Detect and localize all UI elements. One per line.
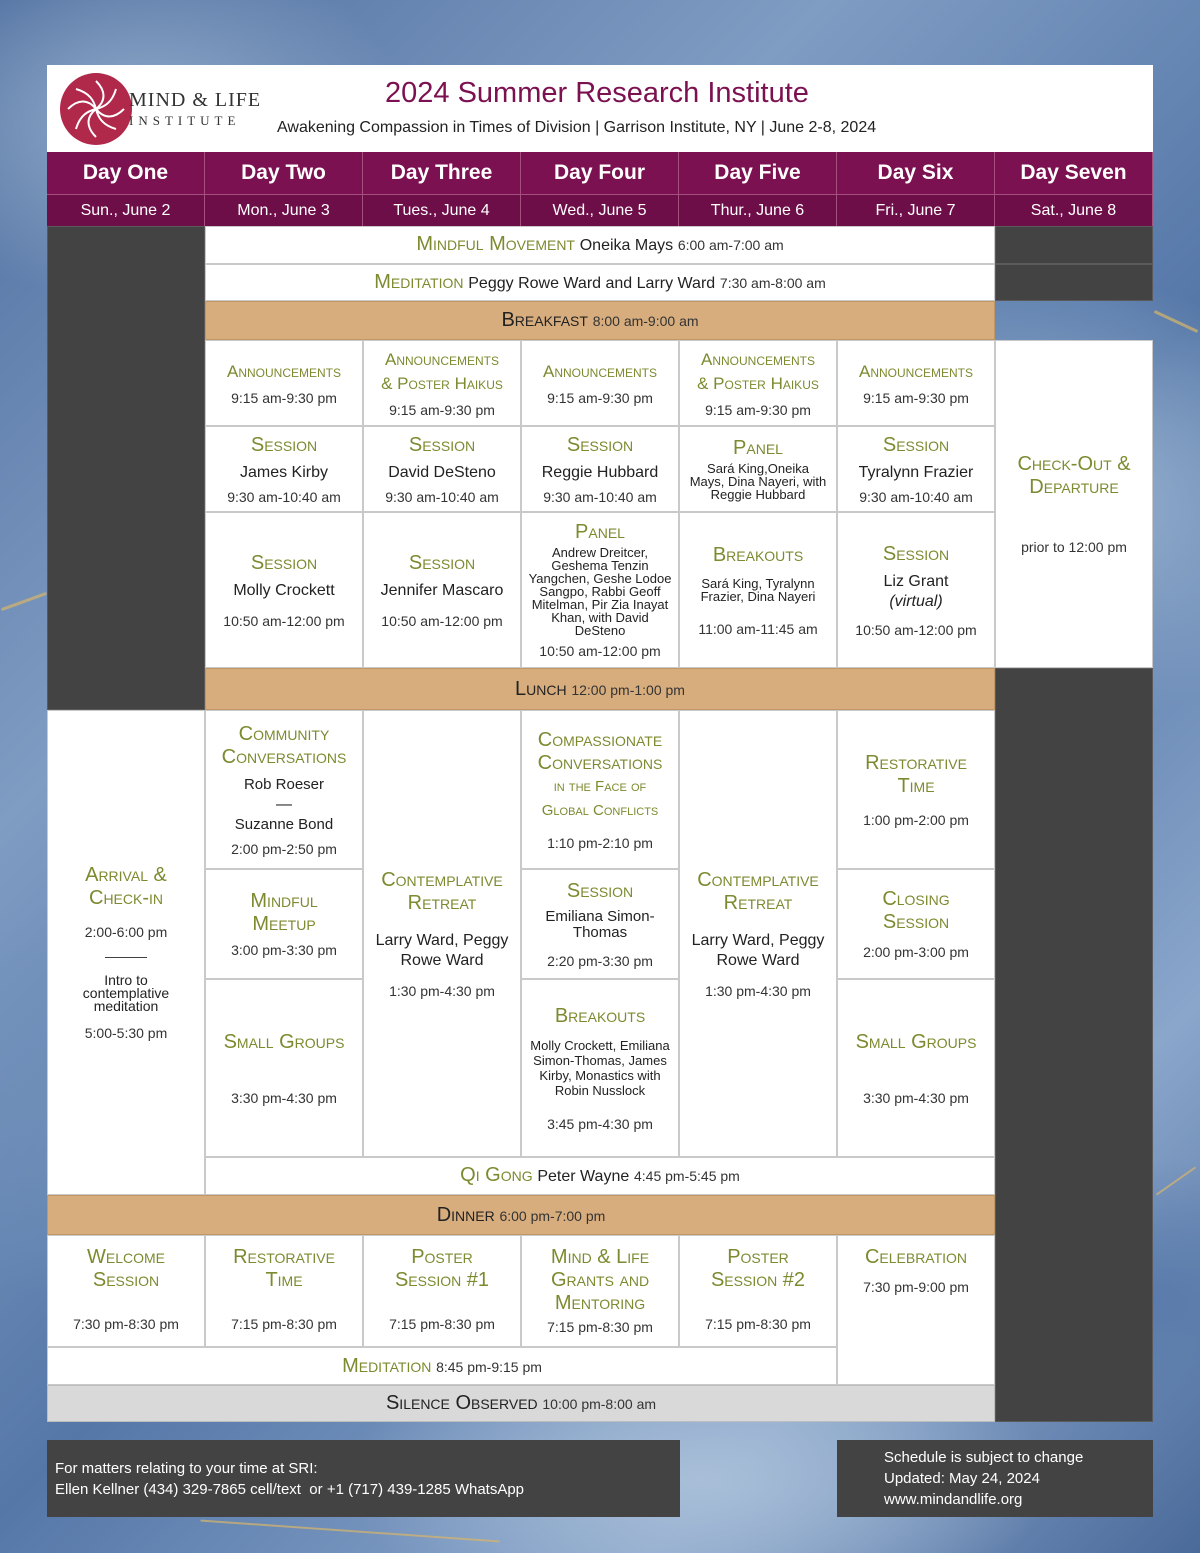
event-title: Dinner bbox=[436, 1203, 495, 1226]
event-time: 9:30 am-10:40 am bbox=[227, 488, 341, 505]
event-time: 9:30 am-10:40 am bbox=[543, 488, 657, 505]
d6-celebration bbox=[837, 1235, 995, 1385]
cell-text: Day One bbox=[82, 161, 169, 184]
event-presenter: Suzanne Bond bbox=[234, 815, 334, 833]
page-title: 2024 Summer Research Institute bbox=[385, 77, 809, 109]
unscheduled-block bbox=[995, 264, 1153, 301]
event-presenter: Emiliana Simon-Thomas bbox=[545, 907, 655, 941]
event-title: Retreat bbox=[407, 891, 477, 914]
event-time: 7:15 pm-8:30 pm bbox=[231, 1316, 337, 1332]
event-time: 7:15 pm-8:30 pm bbox=[547, 1319, 653, 1335]
event-time: 10:00 pm-8:00 am bbox=[542, 1396, 657, 1412]
band-line bbox=[437, 1198, 606, 1233]
event-presenter: Rob Roeser bbox=[243, 775, 325, 793]
d4-session-1 bbox=[521, 426, 679, 512]
header bbox=[47, 65, 1153, 152]
event-title: Session #2 bbox=[710, 1269, 806, 1291]
event-title: Restorative bbox=[865, 751, 967, 774]
event-title: Session #1 bbox=[394, 1269, 490, 1291]
event-title: Session bbox=[566, 879, 634, 902]
d3-poster-session-1 bbox=[363, 1235, 521, 1347]
event-title: Silence Observed bbox=[385, 1392, 538, 1414]
d3-announcements bbox=[363, 340, 521, 426]
event-title: Session bbox=[92, 1269, 160, 1291]
d6-closing-session bbox=[837, 869, 995, 979]
event-time: 3:30 pm-4:30 pm bbox=[231, 1089, 337, 1106]
event-time: 12:00 pm-1:00 pm bbox=[571, 681, 685, 698]
event-title: Meditation bbox=[374, 270, 464, 293]
d6-session-1 bbox=[837, 426, 995, 512]
band-dinner bbox=[47, 1195, 995, 1235]
footer-change-notice: Schedule is subject to change bbox=[884, 1449, 1084, 1466]
d6-session-2 bbox=[837, 512, 995, 668]
event-time: 2:20 pm-3:30 pm bbox=[547, 952, 653, 969]
event-title: Session bbox=[882, 542, 950, 565]
event-time: 2:00-6:00 pm bbox=[84, 924, 168, 940]
d2-restorative-time bbox=[205, 1235, 363, 1347]
event-title: Session bbox=[250, 433, 318, 456]
event-time: 5:00-5:30 pm bbox=[84, 1025, 168, 1041]
event-title: Check-in bbox=[89, 887, 163, 909]
cell-text: Sat., June 8 bbox=[1030, 201, 1117, 219]
event-title: Time bbox=[265, 1269, 303, 1291]
band-line bbox=[515, 672, 685, 707]
event-title: Announcements bbox=[700, 350, 815, 369]
d2-small-groups bbox=[205, 979, 363, 1157]
day-date-2 bbox=[205, 194, 363, 226]
event-time: 2:00 pm-3:00 pm bbox=[863, 944, 969, 960]
event-title: Contemplative bbox=[697, 868, 819, 891]
day-header-1 bbox=[47, 152, 205, 194]
event-title: Conversations bbox=[537, 751, 663, 774]
event-title: Closing bbox=[882, 888, 950, 910]
event-time: 7:30 pm-9:00 pm bbox=[863, 1279, 969, 1295]
event-title: Announcements bbox=[384, 350, 499, 369]
gold-vein bbox=[200, 1520, 499, 1543]
event-title: Qi Gong bbox=[460, 1164, 533, 1186]
d5-announcements bbox=[679, 340, 837, 426]
band-line bbox=[374, 265, 826, 301]
event-title: Celebration bbox=[864, 1246, 968, 1268]
footer-updated: Updated: May 24, 2024 bbox=[884, 1470, 1040, 1487]
event-time: 10:50 am-12:00 pm bbox=[539, 643, 661, 659]
band-line bbox=[501, 303, 698, 338]
event-title: Mentoring bbox=[554, 1292, 646, 1314]
event-time: 10:50 am-12:00 pm bbox=[855, 621, 977, 638]
event-time: 8:45 pm-9:15 pm bbox=[436, 1358, 542, 1375]
page-subtitle: Awakening Compassion in Times of Division | Garrison Institute, NY | June 2-8, 2024 bbox=[277, 119, 877, 136]
day-header-4 bbox=[521, 152, 679, 194]
event-title: Compassionate bbox=[537, 728, 663, 751]
band-qigong bbox=[205, 1157, 995, 1195]
event-time: 1:00 pm-2:00 pm bbox=[863, 811, 969, 828]
band-meditation-pm bbox=[47, 1347, 837, 1385]
d4-panel bbox=[521, 512, 679, 668]
event-title: Small Groups bbox=[223, 1030, 345, 1053]
event-time: 11:00 am-11:45 am bbox=[698, 620, 818, 637]
event-title: Breakouts bbox=[554, 1004, 646, 1027]
gold-vein bbox=[1, 592, 47, 611]
event-title: Meetup bbox=[252, 913, 316, 935]
band-line bbox=[416, 227, 783, 263]
d6-restorative-time bbox=[837, 710, 995, 869]
event-title: Mind & Life bbox=[550, 1246, 650, 1268]
event-title: Panel bbox=[575, 521, 625, 543]
cell-text: Day Four bbox=[553, 161, 645, 184]
day-date-5 bbox=[679, 194, 837, 226]
d6-small-groups bbox=[837, 979, 995, 1157]
event-title: Arrival & bbox=[85, 864, 167, 886]
unscheduled-block bbox=[47, 226, 205, 710]
d3-session-2 bbox=[363, 512, 521, 668]
d2-session-1 bbox=[205, 426, 363, 512]
d3-session-1 bbox=[363, 426, 521, 512]
event-title: Breakouts bbox=[712, 543, 804, 566]
event-title: Community bbox=[238, 722, 330, 745]
unscheduled-block bbox=[995, 226, 1153, 264]
event-time: 10:50 am-12:00 pm bbox=[223, 612, 345, 629]
event-time: 9:15 am-9:30 pm bbox=[389, 402, 495, 418]
band-line bbox=[386, 1386, 656, 1421]
band-line bbox=[342, 1349, 542, 1384]
cell-text: Sun., June 2 bbox=[80, 201, 171, 219]
band-breakfast bbox=[205, 301, 995, 340]
event-title: Poster bbox=[411, 1246, 473, 1268]
event-time: 1:10 pm-2:10 pm bbox=[547, 834, 653, 851]
event-time: 9:15 am-9:30 pm bbox=[547, 390, 653, 406]
logo-text-top: MIND & LIFE bbox=[129, 89, 262, 111]
event-title: Session bbox=[408, 551, 476, 574]
event-title: Small Groups bbox=[855, 1030, 977, 1053]
day-header-3 bbox=[363, 152, 521, 194]
event-time: 10:50 am-12:00 pm bbox=[381, 612, 503, 629]
event-presenter: (virtual) bbox=[889, 592, 943, 610]
event-time: 3:45 pm-4:30 pm bbox=[547, 1115, 653, 1132]
event-presenter: Andrew Dreitcer, Geshema Tenzin Yangchen, Geshe Lodoe Sangpo, Rabbi Geoff Mitelman, Pir Zia Inayat Khan, with David DeSteno bbox=[528, 545, 672, 638]
d2-session-2 bbox=[205, 512, 363, 668]
event-presenter: Tyralynn Frazier bbox=[858, 463, 974, 481]
event-title: Time bbox=[897, 774, 935, 797]
d2-mindful-meetup bbox=[205, 869, 363, 979]
event-title: Announcements bbox=[858, 362, 973, 381]
event-time: 8:00 am-9:00 am bbox=[592, 313, 699, 329]
event-time: 9:15 am-9:30 pm bbox=[705, 402, 811, 418]
event-title: Contemplative bbox=[381, 868, 503, 891]
event-title: Restorative bbox=[233, 1246, 335, 1268]
event-presenter: Larry Ward, Peggy Rowe Ward bbox=[375, 931, 509, 969]
event-title: Retreat bbox=[723, 891, 793, 914]
d5-contemplative-retreat bbox=[679, 710, 837, 1157]
event-time: 7:15 pm-8:30 pm bbox=[705, 1316, 811, 1332]
event-title: Mindful Movement bbox=[416, 233, 575, 255]
band-meditation-am bbox=[205, 264, 995, 301]
event-time: 2:00 pm-2:50 pm bbox=[231, 840, 337, 857]
event-time: 9:30 am-10:40 am bbox=[859, 488, 973, 505]
d1-arrival bbox=[47, 710, 205, 1195]
event-title: Panel bbox=[733, 437, 783, 459]
event-time: 7:15 pm-8:30 pm bbox=[389, 1316, 495, 1332]
day-header-2 bbox=[205, 152, 363, 194]
event-title: Poster bbox=[727, 1246, 789, 1268]
event-presenter: Molly Crockett bbox=[233, 581, 335, 599]
event-title: Lunch bbox=[515, 677, 567, 700]
d4-announcements bbox=[521, 340, 679, 426]
logo-text-bottom: INSTITUTE bbox=[129, 113, 241, 128]
day-header-5 bbox=[679, 152, 837, 194]
band-silence bbox=[47, 1385, 995, 1422]
event-presenter: Peter Wayne bbox=[537, 1168, 630, 1185]
event-title: in the Face of bbox=[553, 777, 647, 795]
event-presenter: Intro to contemplative meditation bbox=[82, 972, 170, 1014]
d6-announcements bbox=[837, 340, 995, 426]
event-title: Session bbox=[408, 433, 476, 456]
event-time: 7:30 am-8:00 am bbox=[719, 274, 826, 291]
d4-breakouts bbox=[521, 979, 679, 1157]
event-presenter: Reggie Hubbard bbox=[541, 463, 659, 481]
event-time: 9:30 am-10:40 am bbox=[385, 488, 499, 505]
event-time: 3:30 pm-4:30 pm bbox=[863, 1089, 969, 1106]
event-title: Conversations bbox=[221, 745, 347, 768]
d4-compassionate-conversations bbox=[521, 710, 679, 869]
cell-text: Day Seven bbox=[1020, 161, 1127, 184]
event-title: & Poster Haikus bbox=[381, 374, 503, 393]
event-time: 1:30 pm-4:30 pm bbox=[389, 982, 495, 999]
footer-contact-line1: For matters relating to your time at SRI: bbox=[55, 1460, 318, 1477]
d5-panel bbox=[679, 426, 837, 512]
event-title: Breakfast bbox=[501, 309, 588, 331]
cell-text: Mon., June 3 bbox=[237, 201, 330, 219]
event-presenter: Molly Crockett, Emiliana Simon-Thomas, James Kirby, Monastics with Robin Nusslock bbox=[530, 1037, 670, 1098]
event-title: Mindful bbox=[250, 890, 318, 912]
gold-vein bbox=[1154, 310, 1199, 333]
event-time: 9:15 am-9:30 pm bbox=[863, 390, 969, 406]
cell-text: Day Three bbox=[390, 161, 493, 184]
event-time: 7:30 pm-8:30 pm bbox=[73, 1316, 179, 1332]
event-presenter: Oneika Mays bbox=[579, 237, 674, 254]
band-mindful-movement bbox=[205, 226, 995, 264]
day-date-3 bbox=[363, 194, 521, 226]
event-presenter: James Kirby bbox=[239, 463, 329, 481]
event-title: Announcements bbox=[542, 362, 657, 381]
event-title: Session bbox=[566, 433, 634, 456]
event-time: 9:15 am-9:30 pm bbox=[231, 390, 337, 406]
cell-text: Tues., June 4 bbox=[393, 201, 490, 219]
event-time: 6:00 pm-7:00 pm bbox=[499, 1207, 606, 1224]
d2-announcements bbox=[205, 340, 363, 426]
day-date-1 bbox=[47, 194, 205, 226]
footer-contact-line2: Ellen Kellner (434) 329-7865 cell/text or +1 (717) 439-1285 WhatsApp bbox=[55, 1481, 525, 1498]
d3-contemplative-retreat bbox=[363, 710, 521, 1157]
gold-vein bbox=[1156, 1166, 1196, 1195]
cell-text: Day Five bbox=[714, 161, 801, 184]
event-presenter: Peggy Rowe Ward and Larry Ward bbox=[468, 274, 716, 292]
footer-contact bbox=[47, 1440, 680, 1517]
band-lunch bbox=[205, 668, 995, 710]
event-title: Global Conflicts bbox=[541, 801, 659, 819]
footer-info bbox=[837, 1440, 1153, 1517]
event-presenter: — bbox=[276, 795, 292, 813]
event-presenter: David DeSteno bbox=[388, 463, 496, 481]
d7-checkout bbox=[995, 340, 1153, 668]
footer-website-link[interactable]: www.mindandlife.org bbox=[884, 1491, 1023, 1508]
event-title: Announcements bbox=[226, 362, 341, 381]
event-presenter: Liz Grant bbox=[883, 572, 949, 590]
event-title: Departure bbox=[1029, 476, 1119, 498]
day-header-6 bbox=[837, 152, 995, 194]
event-presenter: Sará King, Tyralynn Frazier, Dina Nayeri bbox=[700, 575, 816, 604]
d5-breakouts bbox=[679, 512, 837, 668]
band-line bbox=[460, 1158, 740, 1194]
cell-text: Day Six bbox=[877, 161, 954, 184]
event-time: ——— bbox=[105, 948, 147, 964]
event-title: Session bbox=[882, 911, 950, 933]
unscheduled-block bbox=[995, 668, 1153, 1422]
event-presenter: Jennifer Mascaro bbox=[380, 581, 504, 599]
cell-text: Thur., June 6 bbox=[710, 201, 805, 219]
event-title: Session bbox=[882, 433, 950, 456]
cell-text: Wed., June 5 bbox=[552, 201, 647, 219]
event-presenter: Sará King,Oneika Mays, Dina Nayeri, with Reggie Hubbard bbox=[689, 461, 827, 502]
event-title: Check-Out & bbox=[1017, 453, 1131, 475]
day-date-6 bbox=[837, 194, 995, 226]
cell-text: Day Two bbox=[241, 161, 326, 184]
event-time: 3:00 pm-3:30 pm bbox=[231, 942, 337, 958]
event-presenter: Larry Ward, Peggy Rowe Ward bbox=[691, 931, 825, 969]
d5-poster-session-2 bbox=[679, 1235, 837, 1347]
day-date-7 bbox=[995, 194, 1153, 226]
event-title: Session bbox=[250, 551, 318, 574]
day-header-7 bbox=[995, 152, 1153, 194]
event-title: Meditation bbox=[342, 1354, 432, 1377]
event-title: Grants and bbox=[550, 1269, 650, 1291]
event-time: 1:30 pm-4:30 pm bbox=[705, 982, 811, 999]
d4-grants-mentoring bbox=[521, 1235, 679, 1347]
event-time: prior to 12:00 pm bbox=[1021, 539, 1127, 555]
d2-community-conversations bbox=[205, 710, 363, 869]
event-title: Welcome bbox=[86, 1246, 165, 1268]
d4-session bbox=[521, 869, 679, 979]
event-title: & Poster Haikus bbox=[697, 374, 819, 393]
cell-text: Fri., June 7 bbox=[875, 201, 956, 219]
event-time: 6:00 am-7:00 am bbox=[677, 237, 784, 253]
d1-welcome-session bbox=[47, 1235, 205, 1347]
mind-life-logo-icon bbox=[58, 71, 134, 147]
event-time: 4:45 pm-5:45 pm bbox=[633, 1168, 740, 1184]
day-date-4 bbox=[521, 194, 679, 226]
